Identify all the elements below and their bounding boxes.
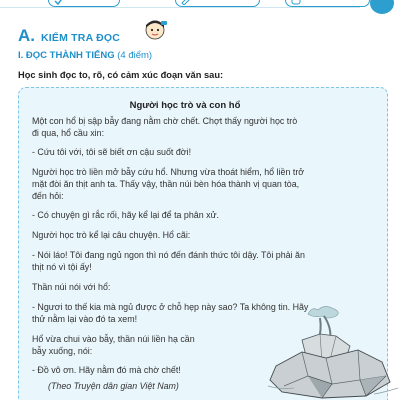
assessment-try-label	[308, 0, 358, 1]
story-line: Một con hổ bị sập bẫy đang nằm chờ chết. Chợt thấy người học trò	[32, 116, 298, 126]
story-line: Người học trò kể lại câu chuyện. Hổ cãi:	[32, 230, 191, 240]
hand-check-icon	[53, 0, 66, 5]
story-line: Hổ vừa chui vào bẫy, thần núi liền hạ cần	[32, 334, 195, 344]
story-line: - Ngươi to thế kia mà ngủ được ở chỗ hẹp này sao? Ta không tin. Hãy	[32, 302, 309, 312]
story-source: (Theo Truyện dân gian Việt Nam)	[48, 381, 179, 391]
story-line: thử nằm lại vào đó ta xem!	[32, 314, 138, 324]
assessment-ok-label	[198, 0, 247, 1]
story-line: thịt nó vì tội ấy!	[32, 262, 92, 272]
story-line: Người học trò liền mở bẫy cứu hổ. Nhưng vừa thoát hiểm, hổ liền trở	[32, 167, 305, 177]
part-title	[18, 50, 152, 61]
story-line: - Đồ vô ơn. Hãy nằm đó mà chờ chết!	[32, 365, 181, 375]
fist-icon	[290, 0, 303, 5]
reading-kid-icon	[142, 18, 168, 42]
story-line: mặt đòi ăn thịt anh ta. Thấy vậy, thần núi bèn hóa thành vị quan tòa,	[32, 179, 300, 189]
assessment-try-badge	[285, 0, 370, 7]
assessment-good-badge	[48, 0, 120, 7]
top-assessment-strip	[0, 0, 400, 16]
assessment-ok-badge	[175, 0, 260, 7]
story-line: - Nói láo! Tôi đang ngủ ngon thì nó đến đánh thức tôi dậy. Tôi phải ăn	[32, 250, 305, 260]
section-letter: A.	[18, 26, 35, 45]
corner-badge	[370, 0, 394, 14]
story-line: bẫy xuống, nói:	[32, 346, 93, 356]
part-title-text: I. ĐỌC THÀNH TIẾNG	[18, 50, 115, 61]
pencil-icon	[180, 0, 193, 5]
instruction-text: Học sinh đọc to, rõ, có cảm xúc đoạn văn sau:	[18, 70, 224, 80]
story-line: đi qua, hổ cầu xin:	[32, 128, 105, 138]
story-line: - Có chuyện gì rắc rối, hãy kể lại để ta phân xử.	[32, 210, 219, 220]
story-line: đến hỏi:	[32, 191, 64, 201]
story-line: - Cứu tôi với, tôi sẽ biết ơn cậu suốt đời!	[32, 147, 192, 157]
assessment-good-label	[71, 0, 105, 1]
section-title-text: KIỂM TRA ĐỌC	[41, 32, 121, 44]
story-title: Người học trò và con hổ	[129, 100, 241, 111]
story-line: Thần núi nói với hổ:	[32, 282, 111, 292]
part-points: (4 điểm)	[117, 50, 153, 61]
rock-tree-illustration	[262, 300, 400, 400]
section-title	[18, 26, 120, 46]
